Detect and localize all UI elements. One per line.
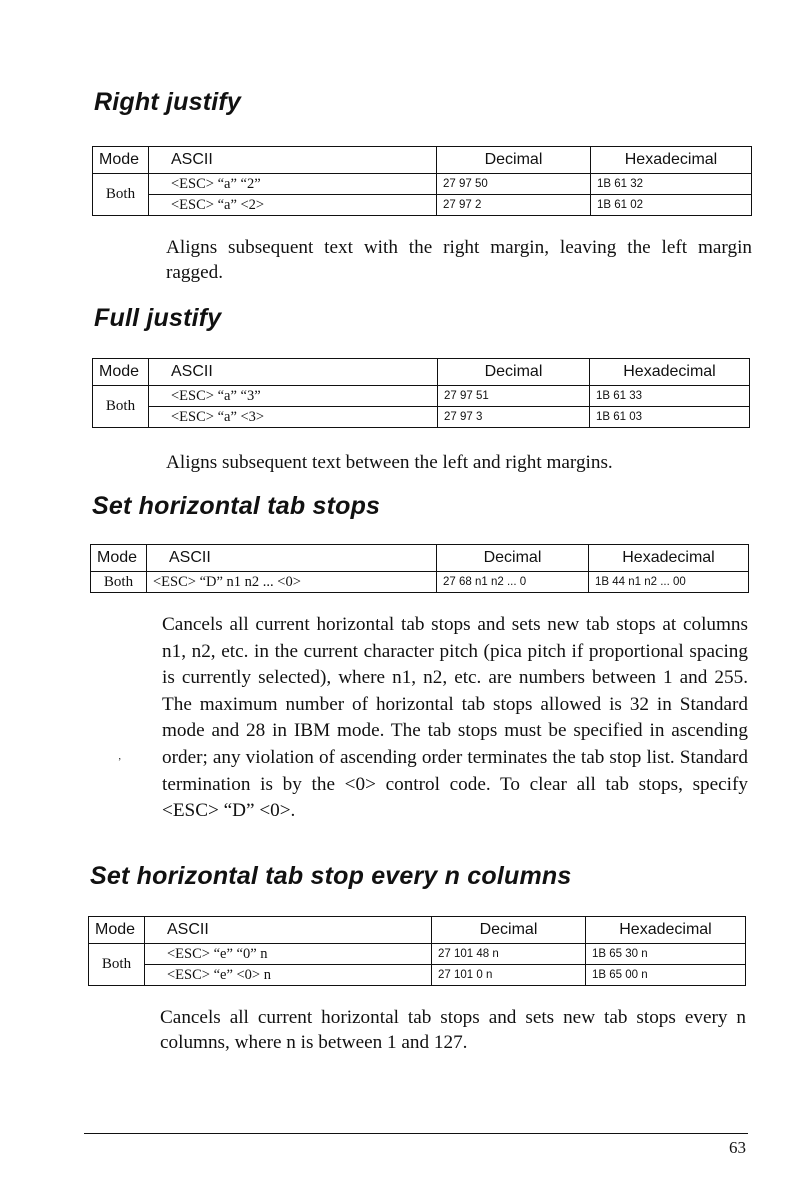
table-row bbox=[91, 572, 749, 593]
hex-cell: 1B 65 30 n bbox=[586, 944, 746, 965]
hex-cell: 1B 61 02 bbox=[591, 195, 752, 216]
decimal-cell: 27 101 48 n bbox=[432, 944, 586, 965]
header-mode: Mode bbox=[93, 359, 149, 386]
table-row bbox=[89, 944, 746, 965]
description-full-justify: Aligns subsequent text between the left and right margins. bbox=[166, 452, 613, 473]
header-mode: Mode bbox=[89, 917, 145, 944]
ascii-cell: <ESC> “a” <2> bbox=[149, 195, 437, 216]
hex-cell: 1B 61 32 bbox=[591, 174, 752, 195]
stray-mark: ’ bbox=[118, 757, 122, 768]
heading-full-justify: Full justify bbox=[94, 304, 222, 332]
table-row bbox=[93, 407, 750, 428]
command-table-full-justify bbox=[92, 358, 750, 428]
table-row bbox=[93, 386, 750, 407]
header-decimal: Decimal bbox=[437, 147, 591, 174]
table-header-row bbox=[91, 545, 749, 572]
decimal-cell: 27 97 2 bbox=[437, 195, 591, 216]
command-table-right-justify bbox=[92, 146, 752, 216]
ascii-cell: <ESC> “D” n1 n2 ... <0> bbox=[147, 572, 437, 593]
header-ascii: ASCII bbox=[145, 917, 432, 944]
table-header-row bbox=[93, 359, 750, 386]
header-hexadecimal: Hexadecimal bbox=[590, 359, 750, 386]
table-row bbox=[89, 965, 746, 986]
header-mode: Mode bbox=[93, 147, 149, 174]
heading-set-tab-stop-every-n-columns: Set horizontal tab stop every n columns bbox=[90, 862, 572, 890]
heading-right-justify: Right justify bbox=[94, 88, 242, 116]
mode-cell: Both bbox=[93, 386, 149, 428]
decimal-cell: 27 97 50 bbox=[437, 174, 591, 195]
ascii-cell: <ESC> “a” “3” bbox=[149, 386, 438, 407]
footer-rule bbox=[84, 1133, 748, 1134]
mode-cell: Both bbox=[91, 572, 147, 593]
table-row bbox=[93, 174, 752, 195]
hex-cell: 1B 61 03 bbox=[590, 407, 750, 428]
header-ascii: ASCII bbox=[147, 545, 437, 572]
ascii-cell: <ESC> “e” <0> n bbox=[145, 965, 432, 986]
ascii-cell: <ESC> “e” “0” n bbox=[145, 944, 432, 965]
decimal-cell: 27 97 3 bbox=[438, 407, 590, 428]
mode-cell: Both bbox=[93, 174, 149, 216]
header-mode: Mode bbox=[91, 545, 147, 572]
mode-cell: Both bbox=[89, 944, 145, 986]
command-table-set-horizontal-tab-stops bbox=[90, 544, 749, 593]
header-decimal: Decimal bbox=[432, 917, 586, 944]
ascii-cell: <ESC> “a” “2” bbox=[149, 174, 437, 195]
table-row bbox=[93, 195, 752, 216]
decimal-cell: 27 101 0 n bbox=[432, 965, 586, 986]
description-right-justify: Aligns subsequent text with the right margin, leaving the left margin ragged. bbox=[166, 237, 752, 283]
decimal-cell: 27 97 51 bbox=[438, 386, 590, 407]
description-set-tab-stop-every-n: Cancels all current horizontal tab stops and sets new tab stops every n columns, where n is between 1 and 127. bbox=[160, 1007, 746, 1053]
table-header-row bbox=[89, 917, 746, 944]
heading-set-horizontal-tab-stops: Set horizontal tab stops bbox=[92, 492, 381, 520]
header-ascii: ASCII bbox=[149, 359, 438, 386]
header-decimal: Decimal bbox=[437, 545, 589, 572]
header-hexadecimal: Hexadecimal bbox=[589, 545, 749, 572]
hex-cell: 1B 44 n1 n2 ... 00 bbox=[589, 572, 749, 593]
header-decimal: Decimal bbox=[438, 359, 590, 386]
decimal-cell: 27 68 n1 n2 ... 0 bbox=[437, 572, 589, 593]
ascii-cell: <ESC> “a” <3> bbox=[149, 407, 438, 428]
table-header-row bbox=[93, 147, 752, 174]
page-number: 63 bbox=[729, 1138, 746, 1157]
hex-cell: 1B 61 33 bbox=[590, 386, 750, 407]
header-hexadecimal: Hexadecimal bbox=[591, 147, 752, 174]
hex-cell: 1B 65 00 n bbox=[586, 965, 746, 986]
command-table-set-tab-stop-every-n bbox=[88, 916, 746, 986]
header-hexadecimal: Hexadecimal bbox=[586, 917, 746, 944]
description-set-horizontal-tab-stops: Cancels all current horizontal tab stops and sets new tab stops at columns n1, n2, etc. in the current character pitch (pica pitch if proportional spacing is currently selected), where n1, n2, etc. are numbers between 1 and 255. The maximum number of horizontal tab stops allowed is 32 in Standard mode and 28 in IBM mode. The tab stops must be specified in ascending order; any violation of ascending order terminates the tab stop list. Standard termination is by the <0> control code. To clear all tab stops, specify <ESC> “D” <0>. bbox=[162, 614, 748, 822]
header-ascii: ASCII bbox=[149, 147, 437, 174]
